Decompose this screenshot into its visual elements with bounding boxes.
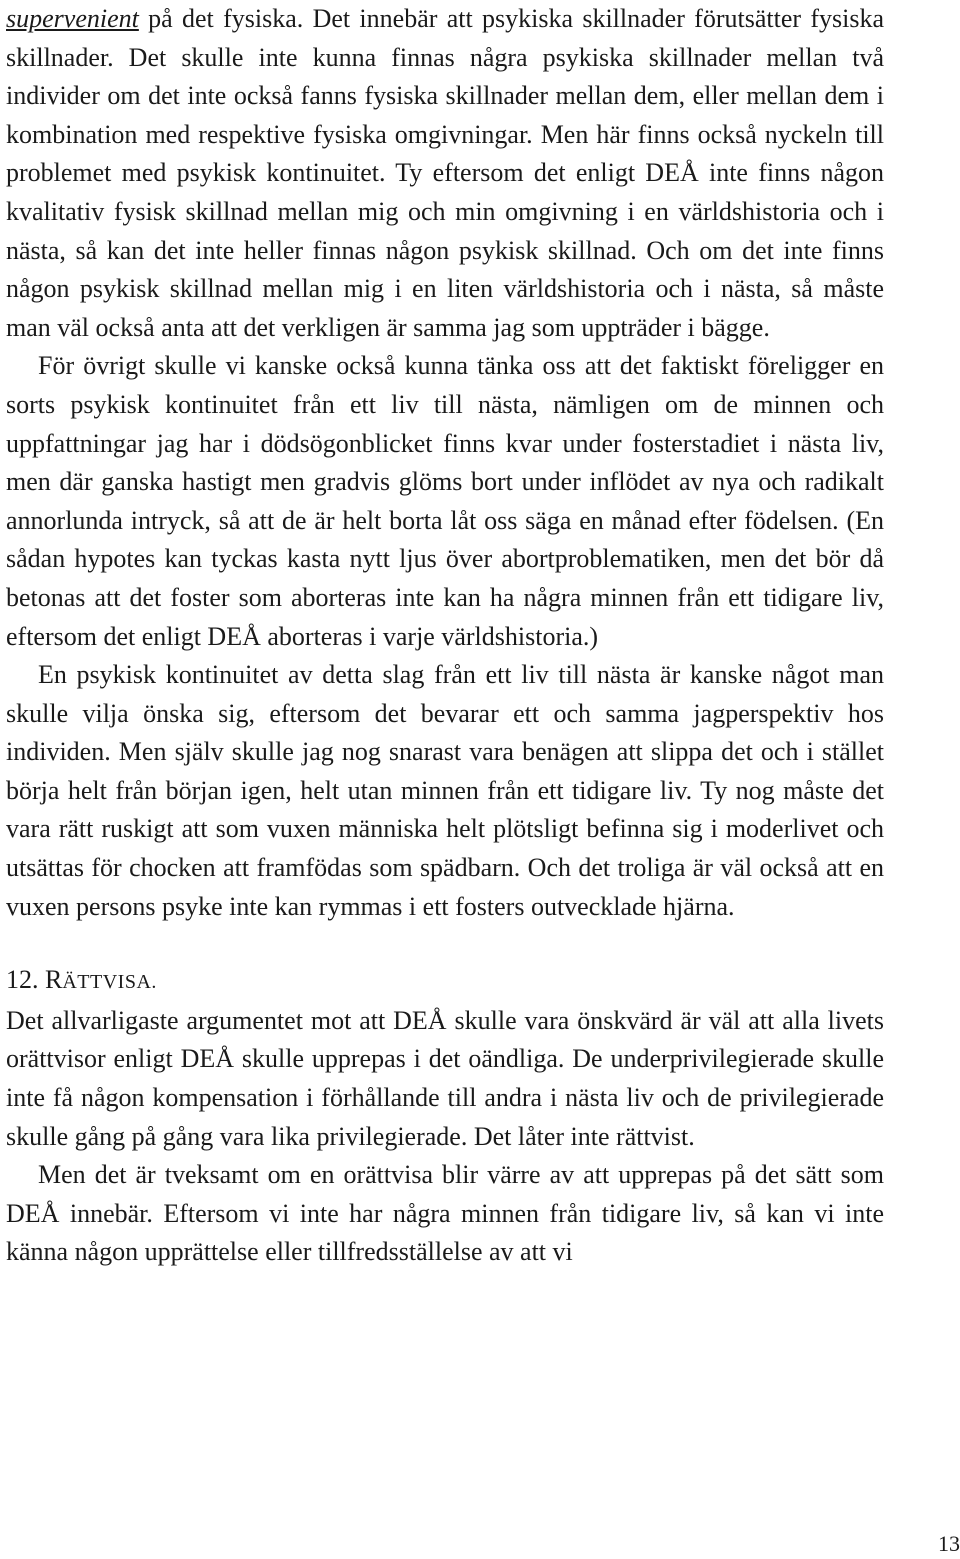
italic-term: supervenient bbox=[6, 4, 139, 33]
section-heading bbox=[6, 961, 884, 1002]
paragraph-4: Det allvarligaste argumentet mot att DEÅ skulle vara önskvärd är väl att alla livets orättvisor enligt DEÅ skulle upprepas i det oändliga. De underprivilegierade skulle inte få någon kompensation i förhållande till andra i nästa liv och de privilegierade skulle gång på gång vara lika privilegierade. Det låter inte rättvist. bbox=[6, 1005, 884, 1151]
section-heading-number: 12. R bbox=[6, 965, 63, 995]
paragraph-2: För övrigt skulle vi kanske också kunna tänka oss att det faktiskt föreligger en sorts psykisk kontinuitet från ett liv till nästa, nämligen om de minnen och uppfattningar jag har i dödsögonblicket finns kvar under fosterstadiet i nästa liv, men där ganska hastigt men gradvis glöms bort under inflödet av nya och radikalt annorlunda intryck, så att de är helt borta låt oss säga en månad efter födelsen. (En sådan hypotes kan tyckas kasta nytt ljus över abortproblematiken, men det bör då betonas att det foster som aborteras inte kan ha några minnen från ett tidigare liv, eftersom det enligt DEÅ aborteras i varje världshistoria.) bbox=[6, 351, 884, 651]
paragraph-1 bbox=[6, 0, 884, 347]
section-heading-title: ÄTTVISA. bbox=[62, 971, 157, 994]
paragraph-1-text: på det fysiska. Det innebär att psykiska skillnader förutsätter fysiska skillnader. Det skulle inte kunna finnas några psykiska skillnader mellan två individer om det inte också fanns fysiska skillnader mellan dem, eller mellan dem i kombination med respektive fysiska omgivningar. Men här finns också nyckeln till problemet med psykisk kontinuitet. Ty eftersom det enligt DEÅ inte finns någon kvalitativ fysisk skillnad mellan mig och min omgivning i en världshistoria och i nästa, så kan det inte heller finnas någon psykisk skillnad. Och om det inte finns någon psykisk skillnad mellan mig i en liten världshistoria och i nästa, så måste man väl också anta att det verkligen är samma jag som uppträder i bägge. bbox=[6, 4, 884, 342]
paragraph-3: En psykisk kontinuitet av detta slag från ett liv till nästa är kanske något man skulle vilja önska sig, eftersom det bevarar ett och samma jagperspektiv hos individen. Men själv skulle jag nog snarast vara benägen att slippa det och i stället börja helt från början igen, helt utan minnen från ett tidigare liv. Ty nog måste det vara rätt ruskigt att som vuxen människa helt plötsligt befinna sig i moderlivet och utsättas för chocken att framfödas som spädbarn. Och det troliga är väl också att en vuxen persons psyke inte kan rymmas i ett fosters outvecklade hjärna. bbox=[6, 660, 884, 921]
paragraph-5: Men det är tveksamt om en orättvisa blir värre av att upprepas på det sätt som DEÅ innebär. Eftersom vi inte har några minnen från tidigare liv, så kan vi inte känna någon upprättelse eller tillfredsställelse av att vi bbox=[6, 1160, 884, 1267]
document-page bbox=[6, 0, 884, 1272]
page-number: 13 bbox=[938, 1531, 960, 1556]
